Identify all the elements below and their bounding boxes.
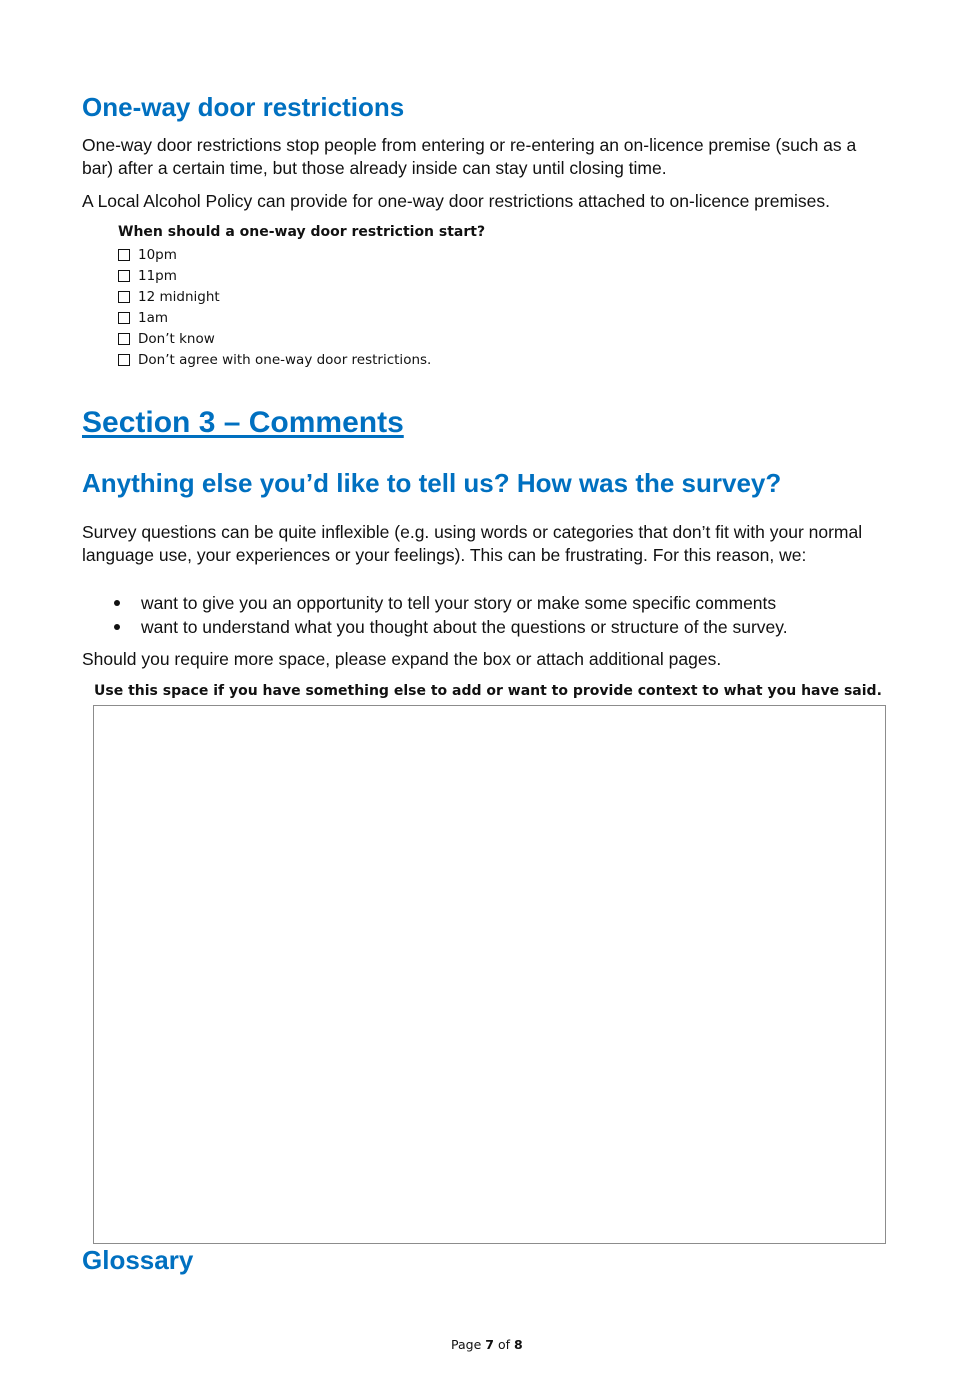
list-item [82, 591, 788, 615]
glossary-heading: Glossary [82, 1245, 194, 1275]
one-way-door-heading: One-way door restrictions [82, 92, 405, 122]
page-total: 8 [513, 1337, 523, 1352]
of-label: of [497, 1337, 510, 1352]
checkbox-1am[interactable] [118, 312, 130, 324]
checkbox-10pm[interactable] [118, 249, 130, 261]
option-label: 1am [138, 309, 169, 326]
checkbox-dont-know[interactable] [118, 333, 130, 345]
option-11pm[interactable] [118, 265, 485, 286]
option-dont-know[interactable] [118, 328, 485, 349]
checkbox-12-midnight[interactable] [118, 291, 130, 303]
bullet-icon [114, 600, 120, 606]
local-alcohol-policy-text: A Local Alcohol Policy can provide for one-way door restrictions attached to on-licence premises. [82, 191, 831, 211]
comment-box-label: Use this space if you have something else to add or want to provide context to what you have said. [94, 683, 882, 699]
question-title: When should a one-way door restriction start? [118, 224, 486, 240]
option-label: 11pm [138, 267, 177, 284]
option-label: 10pm [138, 246, 177, 263]
page-label: Page [451, 1337, 482, 1352]
list-item-text: want to give you an opportunity to tell your story or make some specific comments [141, 593, 777, 613]
option-label: Don’t agree with one-way door restrictions. [138, 351, 432, 368]
section-3-heading: Section 3 – Comments [82, 406, 404, 439]
option-label: Don’t know [138, 330, 215, 347]
option-10pm[interactable] [118, 244, 485, 265]
checkbox-11pm[interactable] [118, 270, 130, 282]
list-item-text: want to understand what you thought about the questions or structure of the survey. [141, 617, 788, 637]
option-dont-agree[interactable] [118, 349, 485, 370]
option-1am[interactable] [118, 307, 485, 328]
survey-intro-text: Survey questions can be quite inflexible (e.g. using words or categories that don’t fit with your normal language use, your experiences or your feelings). This can be frustrating. For this reason, we: [82, 522, 863, 565]
more-space-text: Should you require more space, please expand the box or attach additional pages. [82, 649, 722, 669]
list-item [82, 615, 788, 639]
options-list [118, 244, 485, 370]
purpose-list [82, 591, 788, 639]
option-12-midnight[interactable] [118, 286, 485, 307]
one-way-door-description: One-way door restrictions stop people from entering or re-entering an on-licence premise (such as a bar) after a certain time, but those already inside can stay until closing time. [82, 135, 857, 178]
comment-textarea[interactable] [93, 705, 886, 1244]
one-way-door-question [118, 224, 485, 370]
comments-subheading: Anything else you’d like to tell us? How was the survey? [82, 468, 782, 498]
bullet-icon [114, 624, 120, 630]
checkbox-dont-agree[interactable] [118, 354, 130, 366]
page-number [451, 1337, 523, 1352]
page-current: 7 [485, 1337, 494, 1352]
option-label: 12 midnight [138, 288, 220, 305]
